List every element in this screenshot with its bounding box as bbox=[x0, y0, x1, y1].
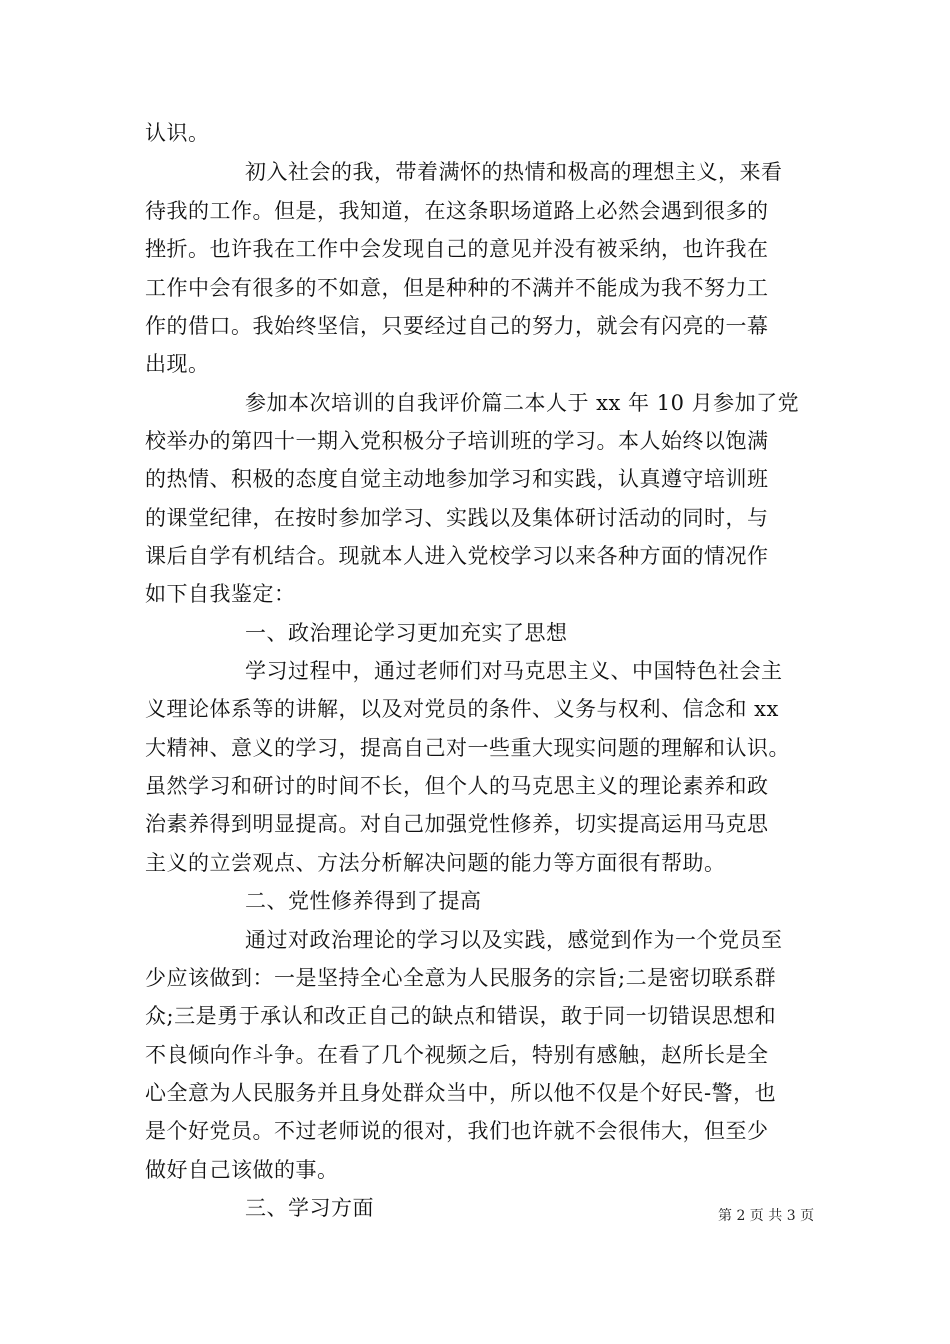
section-heading: 三、学习方面 bbox=[245, 1196, 374, 1220]
text-line: 出现。 bbox=[145, 352, 210, 376]
text-line: 少应该做到：一是坚持全心全意为人民服务的宗旨;二是密切联系群 bbox=[145, 966, 777, 990]
text-line: 大精神、意义的学习，提高自己对一些重大现实问题的理解和认识。 bbox=[145, 736, 790, 760]
section-heading: 二、党性修养得到了提高 bbox=[245, 889, 482, 913]
text-line: 做好自己该做的事。 bbox=[145, 1158, 339, 1182]
text-line: 初入社会的我，带着满怀的热情和极高的理想主义，来看 bbox=[245, 160, 783, 184]
text-line: 治素养得到明显提高。对自己加强党性修养，切实提高运用马克思 bbox=[145, 812, 769, 836]
page-number-footer: 第 2 页 共 3 页 bbox=[718, 1208, 815, 1224]
text-line: 课后自学有机结合。现就本人进入党校学习以来各种方面的情况作 bbox=[145, 544, 769, 568]
text-line: 义理论体系等的讲解，以及对党员的条件、义务与权利、信念和 xx bbox=[145, 697, 779, 721]
text-line: 认识。 bbox=[145, 121, 210, 145]
text-line: 的课堂纪律，在按时参加学习、实践以及集体研讨活动的同时，与 bbox=[145, 506, 769, 530]
text-line: 工作中会有很多的不如意，但是种种的不满并不能成为我不努力工 bbox=[145, 276, 769, 300]
text-line: 如下自我鉴定： bbox=[145, 582, 296, 606]
text-line: 校举办的第四十一期入党积极分子培训班的学习。本人始终以饱满 bbox=[145, 429, 769, 453]
text-line: 的热情、积极的态度自觉主动地参加学习和实践，认真遵守培训班 bbox=[145, 467, 769, 491]
text-line: 是个好党员。不过老师说的很对，我们也许就不会很伟大，但至少 bbox=[145, 1119, 769, 1143]
text-line: 通过对政治理论的学习以及实践，感觉到作为一个党员至 bbox=[245, 928, 783, 952]
text-line: 心全意为人民服务并且身处群众当中，所以他不仅是个好民-警，也 bbox=[145, 1081, 777, 1105]
text-line: 待我的工作。但是，我知道，在这条职场道路上必然会遇到很多的 bbox=[145, 199, 769, 223]
text-line: 不良倾向作斗争。在看了几个视频之后，特别有感触，赵所长是全 bbox=[145, 1043, 769, 1067]
section-heading: 一、政治理论学习更加充实了思想 bbox=[245, 621, 568, 645]
text-line: 主义的立尝观点、方法分析解决问题的能力等方面很有帮助。 bbox=[145, 851, 726, 875]
text-line: 参加本次培训的自我评价篇二本人于 xx 年 10 月参加了党 bbox=[245, 391, 800, 415]
text-line: 虽然学习和研讨的时间不长，但个人的马克思主义的理论素养和政 bbox=[145, 774, 769, 798]
text-line: 学习过程中，通过老师们对马克思主义、中国特色社会主 bbox=[245, 659, 783, 683]
text-line: 众;三是勇于承认和改正自己的缺点和错误，敢于同一切错误思想和 bbox=[145, 1004, 777, 1028]
text-line: 作的借口。我始终坚信，只要经过自己的努力，就会有闪亮的一幕 bbox=[145, 314, 769, 338]
text-line: 挫折。也许我在工作中会发现自己的意见并没有被采纳，也许我在 bbox=[145, 237, 769, 261]
